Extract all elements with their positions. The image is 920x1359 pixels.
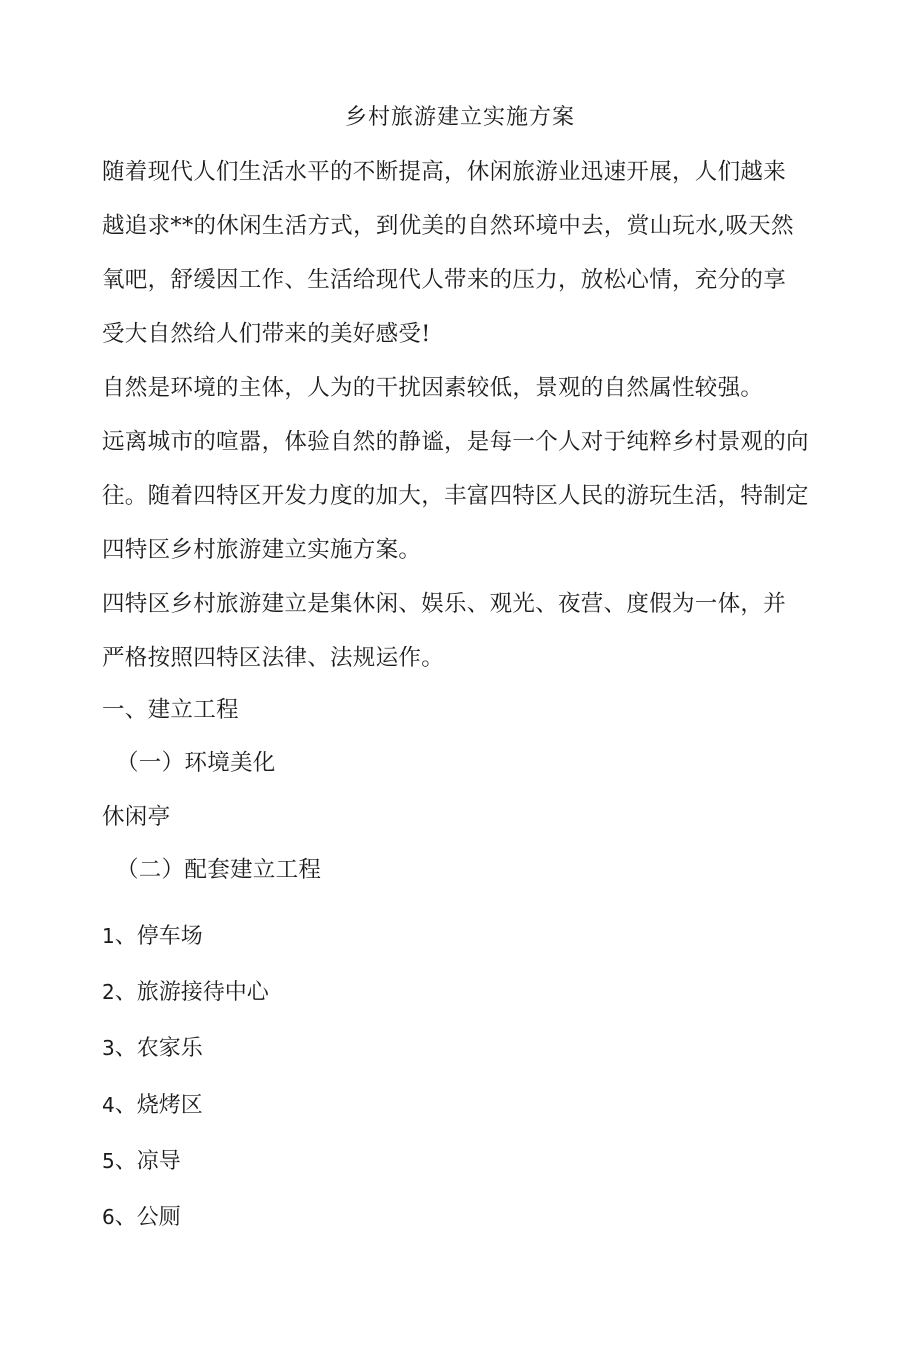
paragraph-3-line-3: 四特区乡村旅游建立实施方案。 [102,537,422,563]
list-item [102,1030,203,1067]
list-item [102,1143,181,1180]
list-item-text: 、农家乐 [114,1036,203,1061]
paragraph-1-line-2: 越追求**的休闲生活方式，到优美的自然环境中去，赏山玩水,吸天然 [102,213,794,239]
list-item [102,1199,181,1236]
list-item-text: 、公厕 [114,1205,181,1230]
list-item-number: 2 [102,980,115,1004]
subsection-1-heading: （一）环境美化 [116,750,276,776]
paragraph-1-line-3: 氧吧，舒缓因工作、生活给现代人带来的压力，放松心情，充分的享 [102,267,787,293]
list-item-number: 1 [102,924,115,948]
paragraph-2: 自然是环境的主体，人为的干扰因素较低，景观的自然属性较强。 [102,375,764,401]
paragraph-3-line-1: 远离城市的喧嚣，体验自然的静谧，是每一个人对于纯粹乡村景观的向 [102,429,809,455]
list-item-text: 、旅游接待中心 [114,980,269,1005]
list-item-number: 3 [102,1036,115,1060]
paragraph-4-line-2: 严格按照四特区法律、法规运作。 [102,645,445,671]
list-item-text: 、烧烤区 [114,1093,203,1118]
list-item-number: 4 [102,1093,115,1117]
list-item [102,918,203,955]
paragraph-4-line-1: 四特区乡村旅游建立是集休闲、娱乐、观光、夜营、度假为一体，并 [102,591,787,617]
section-1-heading: 一、建立工程 [102,697,239,723]
list-item [102,1087,203,1124]
subsection-1-item: 休闲亭 [102,804,171,830]
subsection-2-heading: （二）配套建立工程 [116,857,322,883]
paragraph-3-line-2: 往。随着四特区开发力度的加大，丰富四特区人民的游玩生活，特制定 [102,483,809,509]
document-title: 乡村旅游建立实施方案 [344,105,575,130]
list-item-number: 5 [102,1149,115,1173]
paragraph-1-line-1: 随着现代人们生活水平的不断提高，休闲旅游业迅速开展，人们越来 [102,159,787,185]
list-item [102,974,269,1011]
list-item-text: 、凉导 [114,1149,181,1174]
paragraph-1-line-4: 受大自然给人们带来的美好感受! [102,321,431,347]
list-item-number: 6 [102,1205,115,1229]
list-item-text: 、停车场 [114,924,203,949]
